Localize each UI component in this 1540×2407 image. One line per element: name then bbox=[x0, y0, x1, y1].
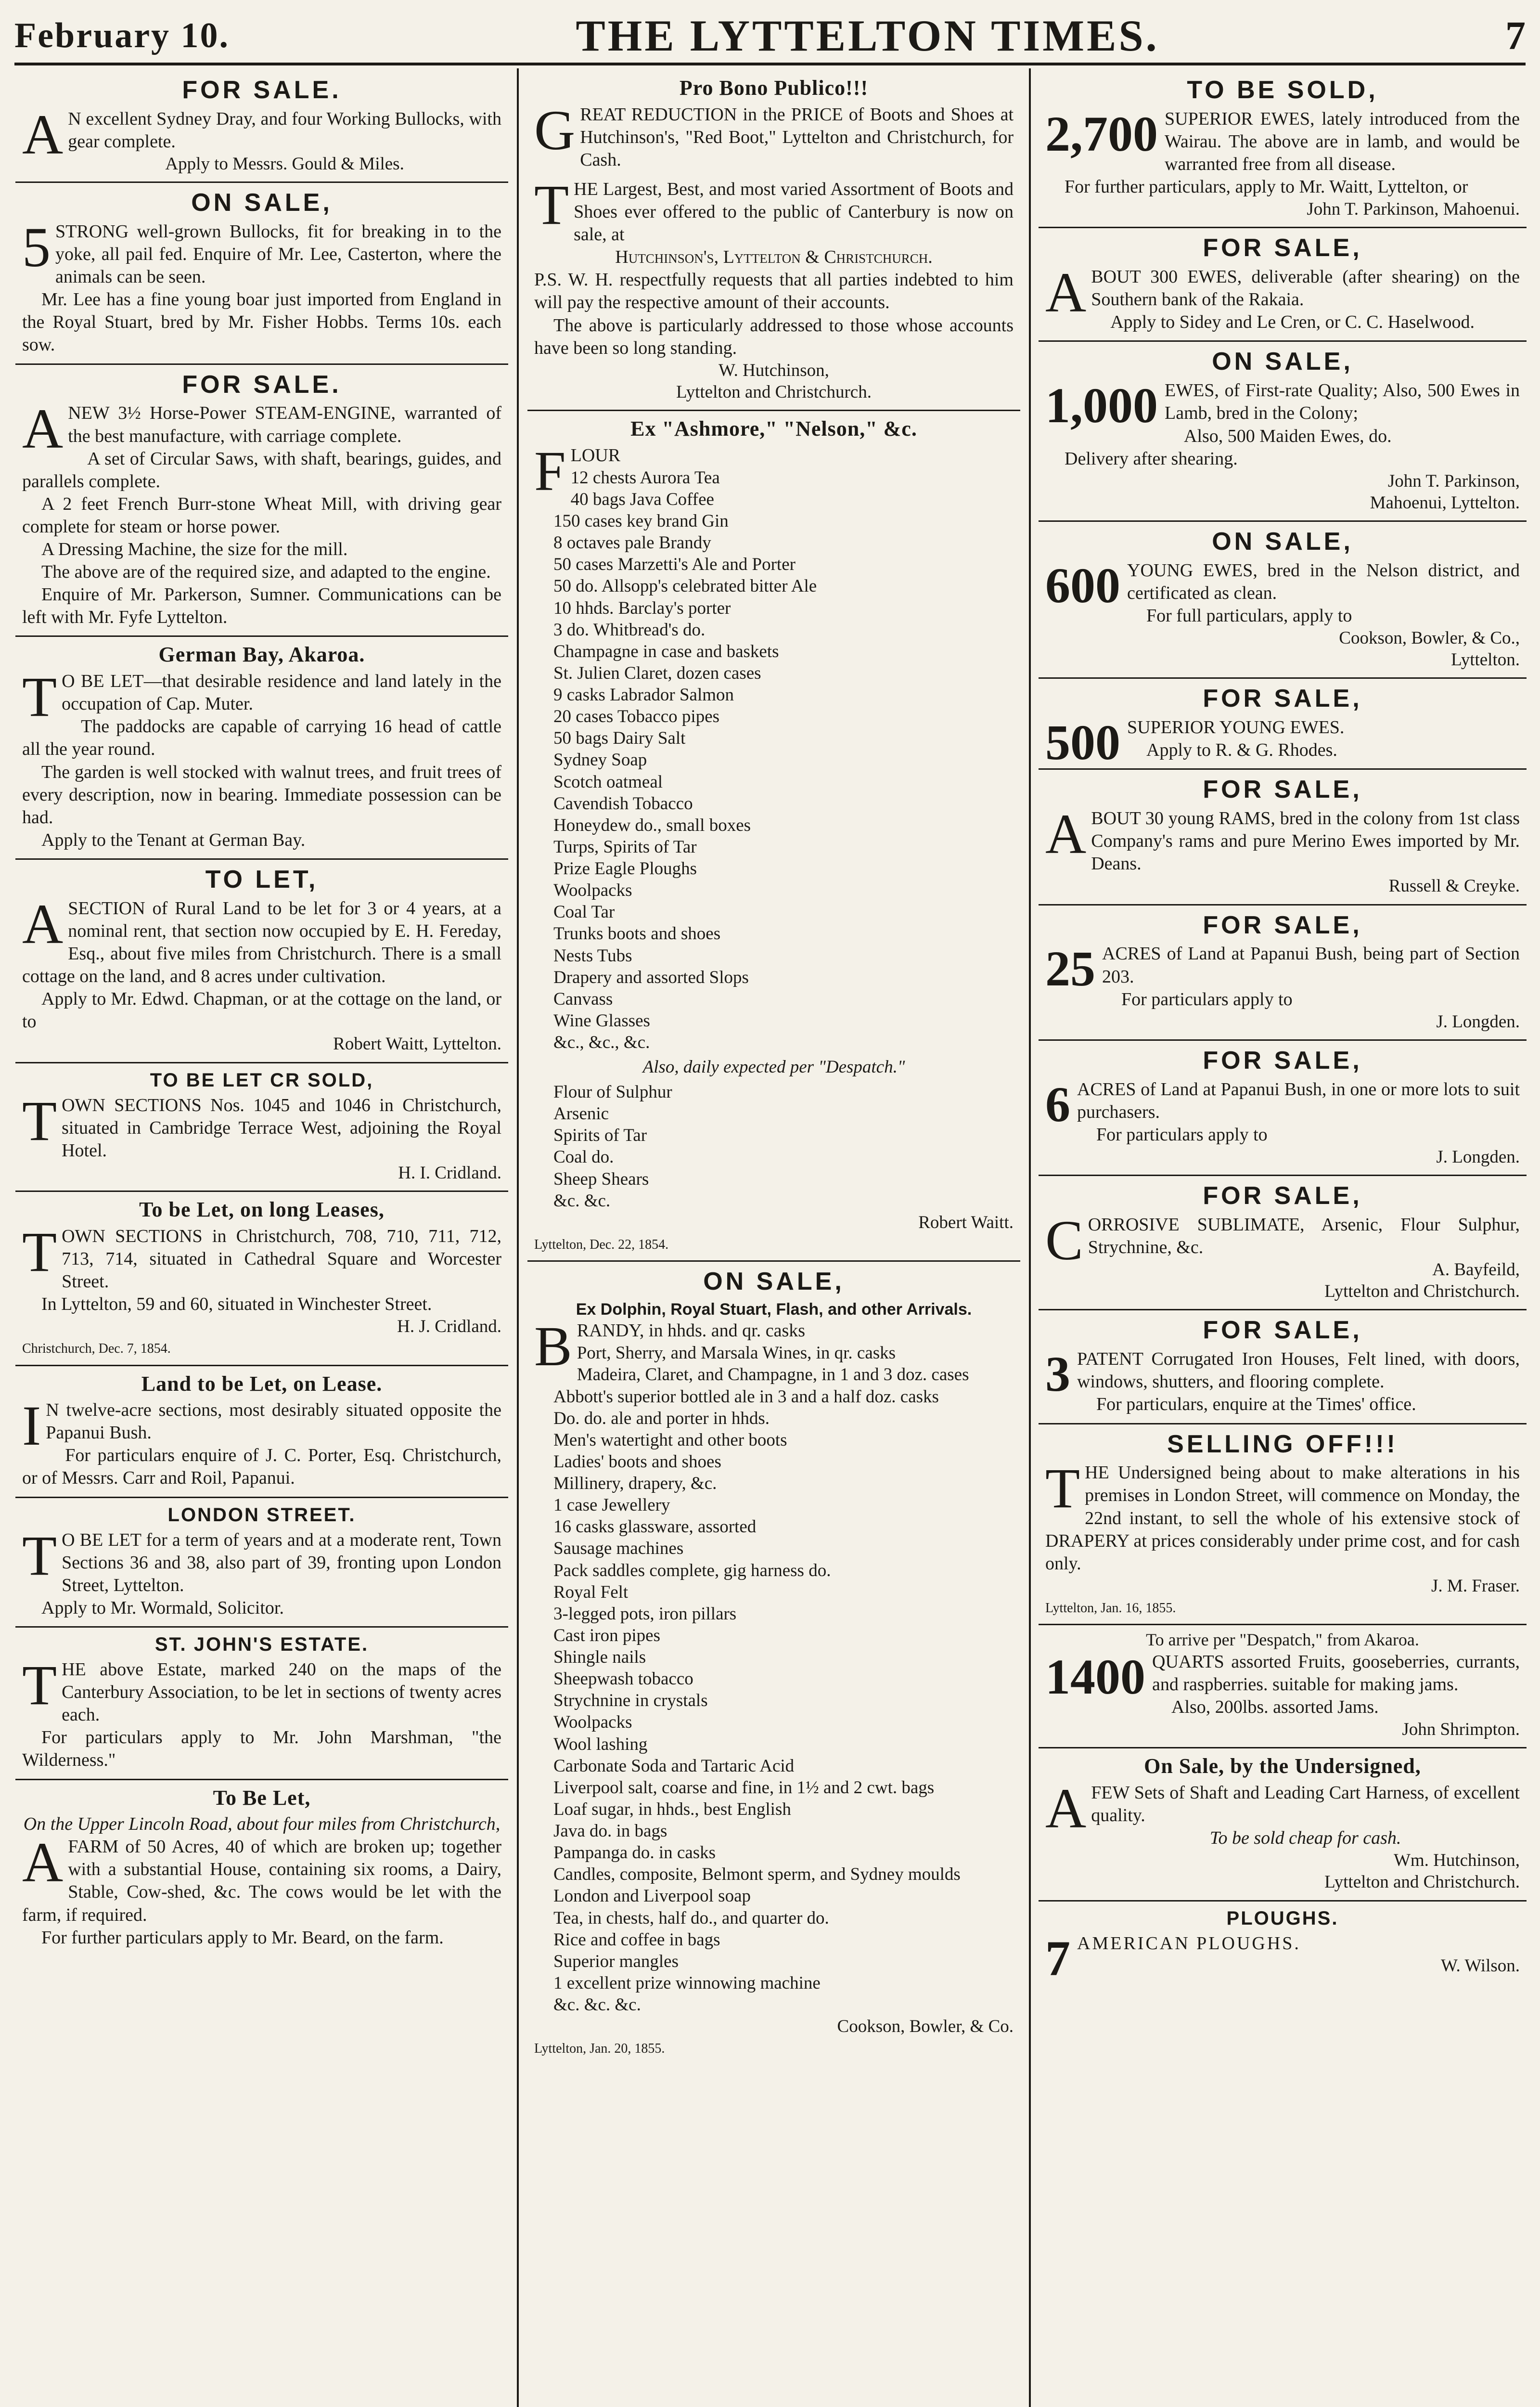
list-item: Nests Tubs bbox=[553, 945, 632, 966]
advert bbox=[15, 70, 508, 183]
advert-body: ABOUT 30 young RAMS, bred in the colony from 1st class Company's rams and pure Merino Ewes imported by Mr. Deans. bbox=[1045, 802, 1520, 874]
advert-heading: FOR SALE, bbox=[1203, 1046, 1362, 1074]
advert-body: For further particulars apply to Mr. Beard, on the farm. bbox=[41, 1927, 444, 1948]
advert-body: ABOUT 300 EWES, deliverable (after shearing) on the Southern bank of the Rakaia. bbox=[1045, 261, 1520, 324]
advert-heading: TO BE LET CR SOLD, bbox=[150, 1069, 374, 1091]
advert-number: 500 bbox=[1045, 715, 1120, 771]
list-item: 3 do. Whitbread's do. bbox=[553, 620, 706, 640]
advert-heading: LONDON STREET. bbox=[167, 1504, 356, 1526]
advert-signature: Lyttelton and Christchurch. bbox=[1324, 1872, 1520, 1892]
advert-subheading: On the Upper Lincoln Road, about four miles from Christchurch, bbox=[23, 1814, 500, 1835]
list-item: Strychnine in crystals bbox=[553, 1691, 708, 1711]
advert-body: Apply to Sidey and Le Cren, or C. C. Haselwood. bbox=[1110, 312, 1475, 333]
advert-subheading: To be sold cheap for cash. bbox=[1209, 1828, 1401, 1849]
advert-body: SUPERIOR YOUNG EWES. bbox=[1127, 717, 1345, 738]
page-number: 7 bbox=[1505, 13, 1526, 58]
list-item: Woolpacks bbox=[553, 1712, 632, 1733]
list-item: Scotch oatmeal bbox=[553, 772, 663, 792]
advert-signature: Robert Waitt. bbox=[918, 1212, 1014, 1232]
advert-body: The garden is well stocked with walnut trees, and fruit trees of every description, now in bearing. Immediate possession can be had. bbox=[22, 762, 501, 828]
list-item: Royal Felt bbox=[553, 1582, 629, 1602]
advert-signature: J. Longden. bbox=[1436, 1147, 1520, 1167]
advert bbox=[15, 183, 508, 364]
list-item: 12 chests Aurora Tea bbox=[570, 467, 720, 488]
advert-body: THE above Estate, marked 240 on the maps of the Canterbury Association, to be let in sections of twenty acres each. bbox=[22, 1654, 501, 1725]
advert-number: 600 bbox=[1045, 557, 1120, 613]
list-item: 3-legged pots, iron pillars bbox=[553, 1604, 737, 1624]
advert bbox=[15, 1780, 508, 1956]
newspaper-title: THE LYTTELTON TIMES. bbox=[576, 11, 1159, 60]
advert-body: The above is particularly addressed to those whose accounts have been so long standing. bbox=[534, 315, 1014, 358]
list-item: Candles, composite, Belmont sperm, and Sydney moulds bbox=[553, 1864, 961, 1885]
advert-body: For particulars enquire of J. C. Porter, Esq. Christchurch, or of Messrs. Carr and Roil, Papanui. bbox=[22, 1445, 501, 1488]
list-item: Madeira, Claret, and Champagne, in 1 and 3 doz. cases bbox=[577, 1365, 969, 1385]
advert-body: AN excellent Sydney Dray, and four Working Bullocks, with gear complete. bbox=[22, 103, 501, 166]
list-item: Cavendish Tobacco bbox=[553, 793, 693, 814]
advert-signature: J. M. Fraser. bbox=[1431, 1576, 1520, 1596]
list-item: 20 cases Tobacco pipes bbox=[553, 707, 720, 727]
advert-heading: To Be Let, bbox=[213, 1786, 311, 1810]
advert-body: Apply to the Tenant at German Bay. bbox=[41, 829, 306, 850]
advert-heading: To arrive per "Despatch," from Akaroa. bbox=[1146, 1630, 1419, 1650]
list-item: Wool lashing bbox=[553, 1734, 648, 1754]
advert-heading: FOR SALE, bbox=[1203, 685, 1362, 713]
list-item: 1 excellent prize winnowing machine bbox=[553, 1973, 821, 1993]
goods-list bbox=[534, 467, 1014, 1053]
advert bbox=[15, 1192, 508, 1366]
advert-heading: SELLING OFF!!! bbox=[1167, 1430, 1398, 1458]
list-item: Canvass bbox=[553, 989, 613, 1009]
advert-body: A set of Circular Saws, with shaft, bearings, guides, and parallels complete. bbox=[22, 448, 501, 492]
advert-number: 7 bbox=[1045, 1930, 1070, 1986]
advert-number: 3 bbox=[1045, 1346, 1070, 1402]
advert-body: TOWN SECTIONS in Christchurch, 708, 710, 711, 712, 713, 714, situated in Cathedral Square and Worcester Street. bbox=[22, 1220, 501, 1292]
advert-first-item: FLOUR bbox=[534, 439, 621, 503]
advert-body: Apply to Mr. Edwd. Chapman, or at the cottage on the land, or to bbox=[22, 989, 501, 1032]
list-item: Flour of Sulphur bbox=[553, 1082, 672, 1102]
list-item: Pack saddles complete, gig harness do. bbox=[553, 1560, 831, 1580]
advert-signature: Cookson, Bowler, & Co. bbox=[837, 2017, 1014, 2037]
advert-heading: ON SALE, bbox=[1212, 348, 1353, 376]
list-item: Trunks boots and shoes bbox=[553, 924, 721, 944]
advert-signature: J. Longden. bbox=[1436, 1011, 1520, 1032]
advert-signature: John T. Parkinson, bbox=[1387, 471, 1520, 491]
list-item: &c. &c. bbox=[553, 1191, 611, 1211]
advert-signature: H. I. Cridland. bbox=[398, 1163, 501, 1183]
advert bbox=[1039, 342, 1527, 521]
list-item: Spirits of Tar bbox=[553, 1126, 647, 1146]
advert-body: THE Undersigned being about to make alterations in his premises in London Street, will commence on Monday, the 22nd instant, to sell the whole of his extensive stock of DRAPERY at prices considerably under prime cost, and for cash only. bbox=[1045, 1457, 1520, 1574]
advert-signature: Lyttelton. bbox=[1451, 650, 1520, 670]
advert-body: ACRES of Land at Papanui Bush, in one or more lots to suit purchasers. bbox=[1077, 1079, 1520, 1122]
advert-body: P.S. W. H. respectfully requests that all parties indebted to him will pay the respective amount of their accounts. bbox=[534, 270, 1014, 313]
advert-heading: PLOUGHS. bbox=[1226, 1907, 1339, 1929]
list-item: Coal Tar bbox=[553, 902, 615, 922]
advert-number: 1400 bbox=[1045, 1649, 1145, 1705]
advert-body: CORROSIVE SUBLIMATE, Arsenic, Flour Sulphur, Strychnine, &c. bbox=[1045, 1208, 1520, 1272]
list-item: Superior mangles bbox=[553, 1951, 679, 1971]
list-item: London and Liverpool soap bbox=[553, 1886, 751, 1906]
advert-signature: John Shrimpton. bbox=[1402, 1720, 1520, 1740]
advert bbox=[15, 365, 508, 637]
list-item: Port, Sherry, and Marsala Wines, in qr. casks bbox=[577, 1343, 896, 1363]
advert-heading: FOR SALE. bbox=[182, 370, 342, 399]
advert-body: AFARM of 50 Acres, 40 of which are broken up; together with a substantial House, containing six rooms, a Dairy, Stable, Cow-shed, &c. The cows would be let with the farm, if required. bbox=[22, 1831, 501, 1925]
advert-body: THE Largest, Best, and most varied Assortment of Boots and Shoes ever offered to the public of Canterbury is now on sale, at bbox=[534, 173, 1014, 245]
advert-signature: John T. Parkinson, Mahoenui. bbox=[1307, 199, 1520, 220]
advert bbox=[1039, 1902, 1527, 1986]
list-item: 150 cases key brand Gin bbox=[553, 511, 729, 531]
advert-heading: ST. JOHN'S ESTATE. bbox=[154, 1634, 369, 1655]
advert-heading: FOR SALE, bbox=[1203, 911, 1362, 939]
advert-body: In Lyttelton, 59 and 60, situated in Winchester Street. bbox=[41, 1294, 432, 1314]
advert-number: 1,000 bbox=[1045, 378, 1158, 434]
column-2 bbox=[527, 70, 1020, 2407]
advert-signature: Mahoenui, Lyttelton. bbox=[1370, 492, 1520, 513]
advert-body: Enquire of Mr. Parkerson, Sumner. Communications can be left with Mr. Fyfe Lyttelton. bbox=[22, 584, 501, 628]
advert bbox=[1039, 228, 1527, 342]
advert bbox=[527, 70, 1020, 411]
list-item: 1 case Jewellery bbox=[553, 1495, 670, 1515]
advert-body: SUPERIOR EWES, lately introduced from the Wairau. The above are in lamb, and would be warranted free from all disease. bbox=[1165, 108, 1520, 175]
advert bbox=[15, 860, 508, 1063]
list-item: &c. &c. &c. bbox=[553, 1995, 641, 2015]
advert-body: YOUNG EWES, bred in the Nelson district, and certificated as clean. bbox=[1127, 560, 1520, 603]
list-item: 16 casks glassware, assorted bbox=[553, 1517, 757, 1537]
advert-heading: FOR SALE, bbox=[1203, 234, 1362, 262]
goods-list bbox=[534, 1342, 1014, 2016]
advert-body: Also, 500 Maiden Ewes, do. bbox=[1184, 426, 1392, 446]
advert bbox=[15, 1063, 508, 1192]
advert bbox=[1039, 70, 1527, 228]
list-item: Men's watertight and other boots bbox=[553, 1430, 787, 1450]
list-item: Turps, Spirits of Tar bbox=[553, 837, 697, 857]
advert bbox=[15, 1628, 508, 1780]
list-item: Sausage machines bbox=[553, 1539, 684, 1559]
list-item: Arsenic bbox=[553, 1104, 609, 1124]
goods-list bbox=[534, 1081, 1014, 1212]
advert-body: ANEW 3½ Horse-Power STEAM-ENGINE, warranted of the best manufacture, with carriage complete. bbox=[22, 397, 501, 461]
advert-heading: TO BE SOLD, bbox=[1187, 76, 1378, 104]
list-item: Cast iron pipes bbox=[553, 1625, 660, 1645]
advert-signature: A. Bayfeild, bbox=[1432, 1260, 1520, 1280]
list-item: 9 casks Labrador Salmon bbox=[553, 685, 734, 705]
advert-body: EWES, of First-rate Quality; Also, 500 Ewes in Lamb, bred in the Colony; bbox=[1165, 380, 1520, 424]
list-item: &c., &c., &c. bbox=[553, 1033, 650, 1052]
list-item: Tea, in chests, half do., and quarter do. bbox=[553, 1908, 829, 1928]
list-item: Sheep Shears bbox=[553, 1169, 649, 1189]
advert-signature: Wm. Hutchinson, bbox=[1393, 1851, 1520, 1871]
advert bbox=[1039, 1424, 1527, 1626]
advert-heading: ON SALE, bbox=[1212, 527, 1353, 556]
advert bbox=[1039, 679, 1527, 770]
list-item: Millinery, drapery, &c. bbox=[553, 1474, 717, 1494]
list-item: Pampanga do. in casks bbox=[553, 1843, 716, 1863]
column-1 bbox=[15, 70, 508, 2407]
advert-body: 5STRONG well-grown Bullocks, fit for breaking in to the yoke, all pail fed. Enquire of Mr. Lee, Casterton, where the animals can be seen. bbox=[22, 215, 501, 287]
advert-body: A 2 feet French Burr-stone Wheat Mill, with driving gear complete for steam or horse power. bbox=[22, 493, 501, 537]
advert-heading: FOR SALE, bbox=[1203, 776, 1362, 804]
advert bbox=[1039, 1041, 1527, 1176]
list-item: St. Julien Claret, dozen cases bbox=[553, 663, 761, 683]
column-divider bbox=[1029, 68, 1031, 2407]
advert-body: IN twelve-acre sections, most desirably situated opposite the Papanui Bush. bbox=[22, 1394, 501, 1458]
advert-signature: Lyttelton and Christchurch. bbox=[1324, 1281, 1520, 1302]
list-item: Loaf sugar, in hhds., best English bbox=[553, 1799, 791, 1819]
advert-body: A Dressing Machine, the size for the mill. bbox=[41, 539, 348, 560]
advert-body: Mr. Lee has a fine young boar just imported from England in the Royal Stuart, bred by Mr. Fisher Hobbs. Terms 10s. each sow. bbox=[22, 289, 501, 355]
list-item: Ladies' boots and shoes bbox=[553, 1451, 721, 1472]
list-item: Prize Eagle Ploughs bbox=[553, 859, 697, 879]
advert bbox=[1039, 1748, 1527, 1901]
list-item: Champagne in case and baskets bbox=[553, 641, 779, 661]
advert-heading: ON SALE, bbox=[703, 1268, 845, 1296]
list-item: Rice and coffee in bags bbox=[553, 1929, 720, 1950]
advert-body: PATENT Corrugated Iron Houses, Felt lined, with doors, windows, shutters, and flooring complete. bbox=[1077, 1349, 1520, 1392]
advert-signature: Lyttelton and Christchurch. bbox=[676, 382, 872, 402]
advert-signature: Cookson, Bowler, & Co., bbox=[1339, 628, 1520, 648]
advert-number: 25 bbox=[1045, 941, 1095, 997]
list-item: Wine Glasses bbox=[553, 1010, 650, 1031]
list-item: 50 cases Marzetti's Ale and Porter bbox=[553, 555, 796, 575]
advert-body: ASECTION of Rural Land to be let for 3 or 4 years, at a nominal rent, that section now occupied by E. H. Fereday, Esq., about five miles from Christchurch. There is a small cottage on the land, and 8 acres under cultivation. bbox=[22, 892, 501, 987]
advert bbox=[1039, 522, 1527, 679]
advert-heading: FOR SALE, bbox=[1203, 1182, 1362, 1210]
list-item: Do. do. ale and porter in hhds. bbox=[553, 1408, 770, 1428]
advert-heading: On Sale, by the Undersigned, bbox=[1144, 1754, 1421, 1778]
advert-heading: FOR SALE. bbox=[182, 76, 342, 104]
list-item: 50 bags Dairy Salt bbox=[553, 728, 686, 749]
advert-body: ACRES of Land at Papanui Bush, being part of Section 203. bbox=[1102, 944, 1520, 987]
advert-body: For particulars apply to bbox=[1096, 1124, 1268, 1145]
advert bbox=[1039, 770, 1527, 905]
advert-date: Lyttelton, Jan. 16, 1855. bbox=[1045, 1600, 1176, 1616]
advert-signature: Robert Waitt, Lyttelton. bbox=[333, 1034, 501, 1054]
list-item: Drapery and assorted Slops bbox=[553, 967, 749, 987]
advert-body: Also, 200lbs. assorted Jams. bbox=[1171, 1697, 1379, 1718]
advert-heading: FOR SALE, bbox=[1203, 1316, 1362, 1345]
advert-number: 6 bbox=[1045, 1076, 1070, 1132]
list-item: Abbott's superior bottled ale in 3 and a half doz. casks bbox=[553, 1386, 939, 1407]
advert bbox=[1039, 1176, 1527, 1310]
advert bbox=[15, 1498, 508, 1628]
advert-body: TO BE LET—that desirable residence and land lately in the occupation of Cap. Muter. bbox=[22, 665, 501, 729]
advert-heading: German Bay, Akaroa. bbox=[158, 643, 365, 667]
advert bbox=[1039, 1625, 1527, 1748]
advert-date: Lyttelton, Jan. 20, 1855. bbox=[534, 2041, 665, 2057]
list-item: Woolpacks bbox=[553, 880, 632, 901]
list-item: Shingle nails bbox=[553, 1647, 646, 1668]
advert-body: Hutchinson's, Lyttelton & Christchurch. bbox=[615, 247, 933, 268]
advert-body: Apply to Mr. Wormald, Solicitor. bbox=[41, 1597, 284, 1618]
advert-heading: Ex "Ashmore," "Nelson," &c. bbox=[630, 417, 917, 441]
advert-body: GREAT REDUCTION in the PRICE of Boots and Shoes at Hutchinson's, "Red Boot," Lyttelton and Christchurch, for Cash. bbox=[534, 98, 1014, 170]
masthead-rule bbox=[14, 63, 1526, 65]
masthead bbox=[14, 9, 1526, 63]
list-item: Sheepwash tobacco bbox=[553, 1669, 693, 1689]
column-divider bbox=[517, 68, 519, 2407]
advert-body: For particulars, enquire at the Times' office. bbox=[1096, 1394, 1416, 1415]
advert-subheading: Ex Dolphin, Royal Stuart, Flash, and other Arrivals. bbox=[576, 1300, 972, 1319]
advert-heading: TO LET, bbox=[205, 865, 319, 893]
advert bbox=[527, 411, 1020, 1262]
advert-body: Apply to R. & G. Rhodes. bbox=[1146, 740, 1337, 761]
list-item: Carbonate Soda and Tartaric Acid bbox=[553, 1756, 795, 1776]
advert-date: Christchurch, Dec. 7, 1854. bbox=[22, 1341, 171, 1357]
advert-number: 2,700 bbox=[1045, 106, 1158, 162]
advert-subheading: Also, daily expected per "Despatch." bbox=[642, 1057, 905, 1077]
advert bbox=[15, 637, 508, 859]
advert-body: AMERICAN PLOUGHS. bbox=[1077, 1933, 1301, 1954]
advert-heading: Pro Bono Publico!!! bbox=[679, 76, 869, 100]
advert-date: Lyttelton, Dec. 22, 1854. bbox=[534, 1237, 669, 1252]
list-item: Liverpool salt, coarse and fine, in 1½ and 2 cwt. bags bbox=[553, 1777, 935, 1798]
issue-date: February 10. bbox=[14, 15, 230, 55]
advert bbox=[15, 1366, 508, 1498]
advert-body: AFEW Sets of Shaft and Leading Cart Harness, of excellent quality. bbox=[1045, 1777, 1520, 1840]
list-item: 10 hhds. Barclay's porter bbox=[553, 598, 731, 618]
list-item: 8 octaves pale Brandy bbox=[553, 533, 711, 553]
advert-body: For particulars apply to bbox=[1121, 989, 1293, 1009]
column-3 bbox=[1039, 70, 1527, 2407]
advert-signature: Russell & Creyke. bbox=[1388, 876, 1520, 896]
advert-body: TOWN SECTIONS Nos. 1045 and 1046 in Christchurch, situated in Cambridge Terrace West, adjoining the Royal Hotel. bbox=[22, 1089, 501, 1161]
advert-signature: Apply to Messrs. Gould & Miles. bbox=[165, 154, 404, 174]
advert-body: For full particulars, apply to bbox=[1146, 605, 1352, 626]
list-item: Sydney Soap bbox=[553, 750, 647, 770]
advert-heading: Land to be Let, on Lease. bbox=[141, 1372, 383, 1396]
advert bbox=[527, 1262, 1020, 2064]
advert-signature: H. J. Cridland. bbox=[397, 1317, 501, 1337]
advert-first-item: BRANDY, in hhds. and qr. casks bbox=[534, 1315, 806, 1378]
advert-body: TO BE LET for a term of years and at a moderate rent, Town Sections 36 and 38, also part of 39, fronting upon London Street, Lyttelton. bbox=[22, 1524, 501, 1595]
advert-body: The above are of the required size, and adapted to the engine. bbox=[41, 562, 491, 582]
list-item: 50 do. Allsopp's celebrated bitter Ale bbox=[553, 576, 817, 596]
advert-body: Delivery after shearing. bbox=[1065, 448, 1238, 469]
advert-body: The paddocks are capable of carrying 16 head of cattle all the year round. bbox=[22, 716, 501, 760]
advert-heading: ON SALE, bbox=[191, 189, 333, 217]
advert-body: For further particulars, apply to Mr. Waitt, Lyttelton, or bbox=[1065, 177, 1468, 197]
list-item: Honeydew do., small boxes bbox=[553, 815, 751, 835]
advert-signature: W. Hutchinson, bbox=[719, 360, 829, 380]
list-item: Java do. in bags bbox=[553, 1821, 667, 1841]
advert-body: QUARTS assorted Fruits, gooseberries, currants, and raspberries. suitable for making jams. bbox=[1152, 1651, 1520, 1695]
advert bbox=[1039, 906, 1527, 1041]
advert-heading: To be Let, on long Leases, bbox=[139, 1197, 385, 1221]
advert-signature: W. Wilson. bbox=[1440, 1955, 1520, 1976]
advert bbox=[1039, 1310, 1527, 1424]
list-item: 40 bags Java Coffee bbox=[570, 489, 714, 509]
advert-body: For particulars apply to Mr. John Marshman, "the Wilderness." bbox=[22, 1727, 501, 1771]
list-item: Coal do. bbox=[553, 1147, 614, 1167]
